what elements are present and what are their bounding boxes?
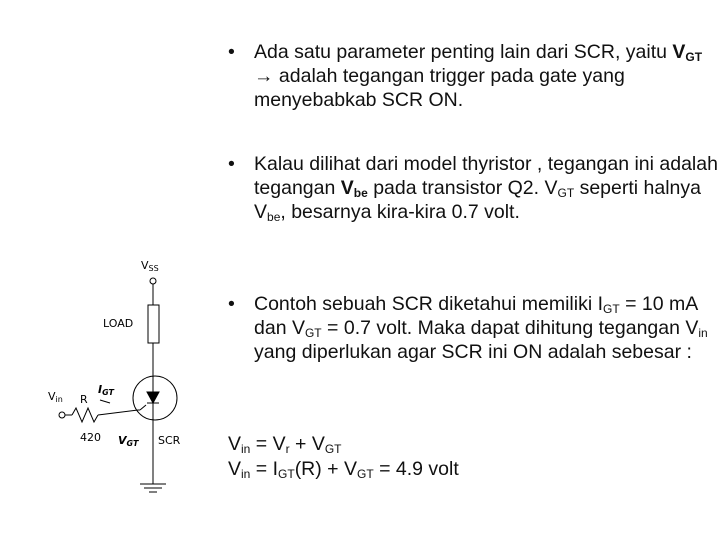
igt-label: IGT — [98, 383, 114, 397]
bullet-text: yang diperlukan agar SCR ini ON adalah sebesar : — [254, 341, 692, 363]
vin-terminal — [59, 412, 65, 418]
load-resistor — [148, 305, 159, 343]
igt-symbol: $I_{GT}$ — [597, 293, 620, 316]
bullet-thyristor-model — [228, 152, 720, 224]
scr-label: SCR — [158, 434, 181, 447]
equation-line-2: $V_{in} = I_{GT}(R) + V_{GT} = 4.9$ volt — [228, 458, 459, 481]
vgt-symbol: $V_{GT}$ — [672, 41, 703, 64]
bullet-text: = 10 mA dan — [254, 293, 698, 339]
bullet-marker: • — [228, 153, 235, 175]
bullet-vgt-definition — [228, 40, 720, 112]
load-label: LOAD — [103, 317, 134, 330]
equation-line-1: $V_{in} = V_r + V_{GT}$ — [228, 433, 342, 456]
vbe-symbol: $V_{be}$ — [254, 201, 281, 224]
vss-terminal — [150, 278, 156, 284]
bullet-example — [228, 292, 720, 364]
bullet-text: Ada satu parameter penting lain dari SCR, yaitu — [254, 41, 673, 63]
vin-label: Vin — [48, 390, 63, 404]
vin-symbol: $V_{in}$ — [685, 317, 708, 340]
vgt-symbol: $V_{GT}$ — [544, 177, 575, 200]
r-value-label: 420 — [80, 431, 101, 444]
bullet-marker: • — [228, 293, 235, 315]
vgt-label: VGT — [118, 434, 139, 448]
bullet-text: = 0.7 volt. Maka dapat dihitung tegangan — [321, 317, 686, 339]
bullet-text: Contoh sebuah SCR diketahui memiliki — [254, 293, 598, 315]
gate-resistor — [72, 408, 98, 422]
bullet-text: adalah tegangan trigger pada gate yang menyebabkab SCR ON. — [254, 65, 625, 111]
bullet-text: seperti halnya — [574, 177, 701, 199]
arrow-icon: → — [254, 65, 274, 87]
bullet-marker: • — [228, 41, 235, 63]
equations — [228, 432, 459, 482]
vgt-symbol: $V_{GT}$ — [291, 317, 322, 340]
bullet-text: Kalau dilihat dari model thyristor , tegangan ini adalah tegangan — [254, 153, 718, 199]
scr-circuit-diagram — [40, 255, 210, 500]
vss-label: VSS — [141, 259, 159, 273]
bullet-text: , besarnya kira-kira 0.7 volt. — [280, 201, 520, 223]
r-label: R — [80, 393, 88, 406]
vbe-symbol: $V_{be}$ — [340, 177, 368, 200]
bullet-text: pada transistor Q2. — [367, 177, 545, 199]
